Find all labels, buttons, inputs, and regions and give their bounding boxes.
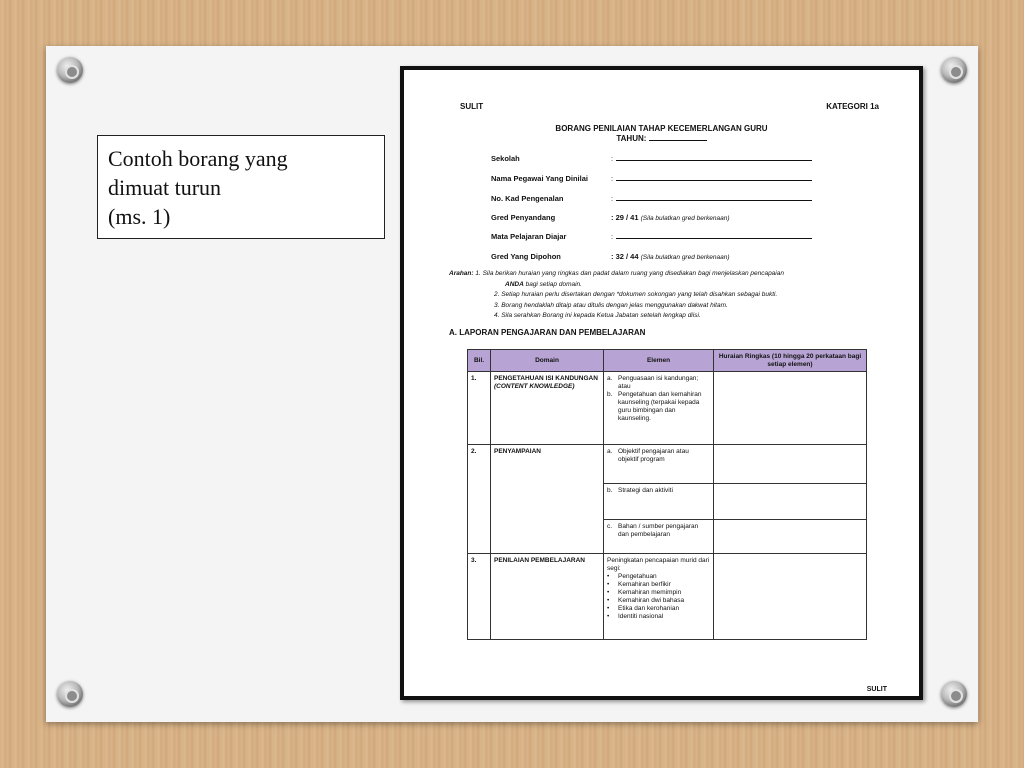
field-value[interactable]: :: [611, 174, 812, 183]
table-header-row: [468, 350, 867, 372]
caption-line: dimuat turun: [108, 175, 222, 200]
field-label: Mata Pelajaran Diajar: [491, 232, 567, 241]
form-title: BORANG PENILAIAN TAHAP KECEMERLANGAN GURU TAHUN:: [555, 124, 768, 143]
answer-cell[interactable]: [714, 372, 867, 445]
pin-icon: [941, 681, 967, 707]
field-label: Gred Yang Dipohon: [491, 252, 561, 261]
form-document: [400, 66, 923, 700]
caption-box: [97, 135, 385, 239]
table-row: 3. PENILAIAN PEMBELAJARAN Peningkatan pencapaian murid dari segi: • Pengetahuan • Kemahiran berfikir • Kemahiran memimpin • Kemahiran dwi bahasa • Etika dan kerohanian • Identiti nasional: [468, 554, 867, 640]
section-title: A. LAPORAN PENGAJARAN DAN PEMBELAJARAN: [449, 328, 646, 337]
pin-icon: [941, 57, 967, 83]
pin-icon: [57, 681, 83, 707]
field-label: Sekolah: [491, 154, 520, 163]
evaluation-table: [467, 349, 867, 640]
col-header: Bil.: [468, 350, 491, 372]
header-kategori: KATEGORI 1a: [826, 102, 879, 111]
col-header: Domain: [491, 350, 604, 372]
field-value: : 32 / 44 (Sila bulatkan gred berkenaan): [611, 252, 730, 261]
answer-cell[interactable]: [714, 520, 867, 554]
instructions: Arahan: 1. Sila berikan huraian yang ringkas dan padat dalam ruang yang disediakan bagi menjelaskan pencapaian ANDA bagi setiap domain. 2. Setiap huraian perlu disertakan dengan *dokumen sokongan yang telah disahkan sebagai bukti. 3. Borang hendaklah ditaip atau ditulis dengan jelas menggunakan dakwat hitam. 4. Sila serahkan Borang ini kepada Ketua Jabatan setelah lengkap diisi.: [449, 270, 784, 319]
answer-cell[interactable]: [714, 445, 867, 484]
field-label: Nama Pegawai Yang Dinilai: [491, 174, 588, 183]
header-sulit: SULIT: [460, 102, 484, 111]
field-value: : 29 / 41 (Sila bulatkan gred berkenaan): [611, 213, 730, 222]
answer-cell[interactable]: [714, 484, 867, 520]
col-header: Huraian Ringkas (10 hingga 20 perkataan bagi setiap elemen): [714, 350, 867, 372]
field-value[interactable]: :: [611, 232, 812, 241]
table-row: 1. PENGETAHUAN ISI KANDUNGAN (CONTENT KNOWLEDGE) a. Penguasaan isi kandungan; atau b. Pengetahuan dan kemahiran kaunseling (terpakai kepada guru bimbingan dan kaunseling.: [468, 372, 867, 445]
pin-icon: [57, 57, 83, 83]
table-row: b. Strategi dan aktiviti: [468, 484, 867, 520]
field-label: Gred Penyandang: [491, 213, 556, 222]
field-label: No. Kad Pengenalan: [491, 194, 564, 203]
caption-line: (ms. 1): [108, 204, 171, 229]
col-header: Elemen: [604, 350, 714, 372]
field-value[interactable]: :: [611, 194, 812, 203]
field-value[interactable]: :: [611, 154, 812, 163]
footer-sulit: SULIT: [866, 686, 887, 693]
table-row: c. Bahan / sumber pengajaran dan pembelajaran: [468, 520, 867, 554]
year-label: TAHUN:: [616, 134, 647, 143]
answer-cell[interactable]: [714, 554, 867, 640]
caption-line: Contoh borang yang: [108, 146, 288, 171]
table-row: 2. PENYAMPAIAN a. Objektif pengajaran atau objektif program: [468, 445, 867, 484]
